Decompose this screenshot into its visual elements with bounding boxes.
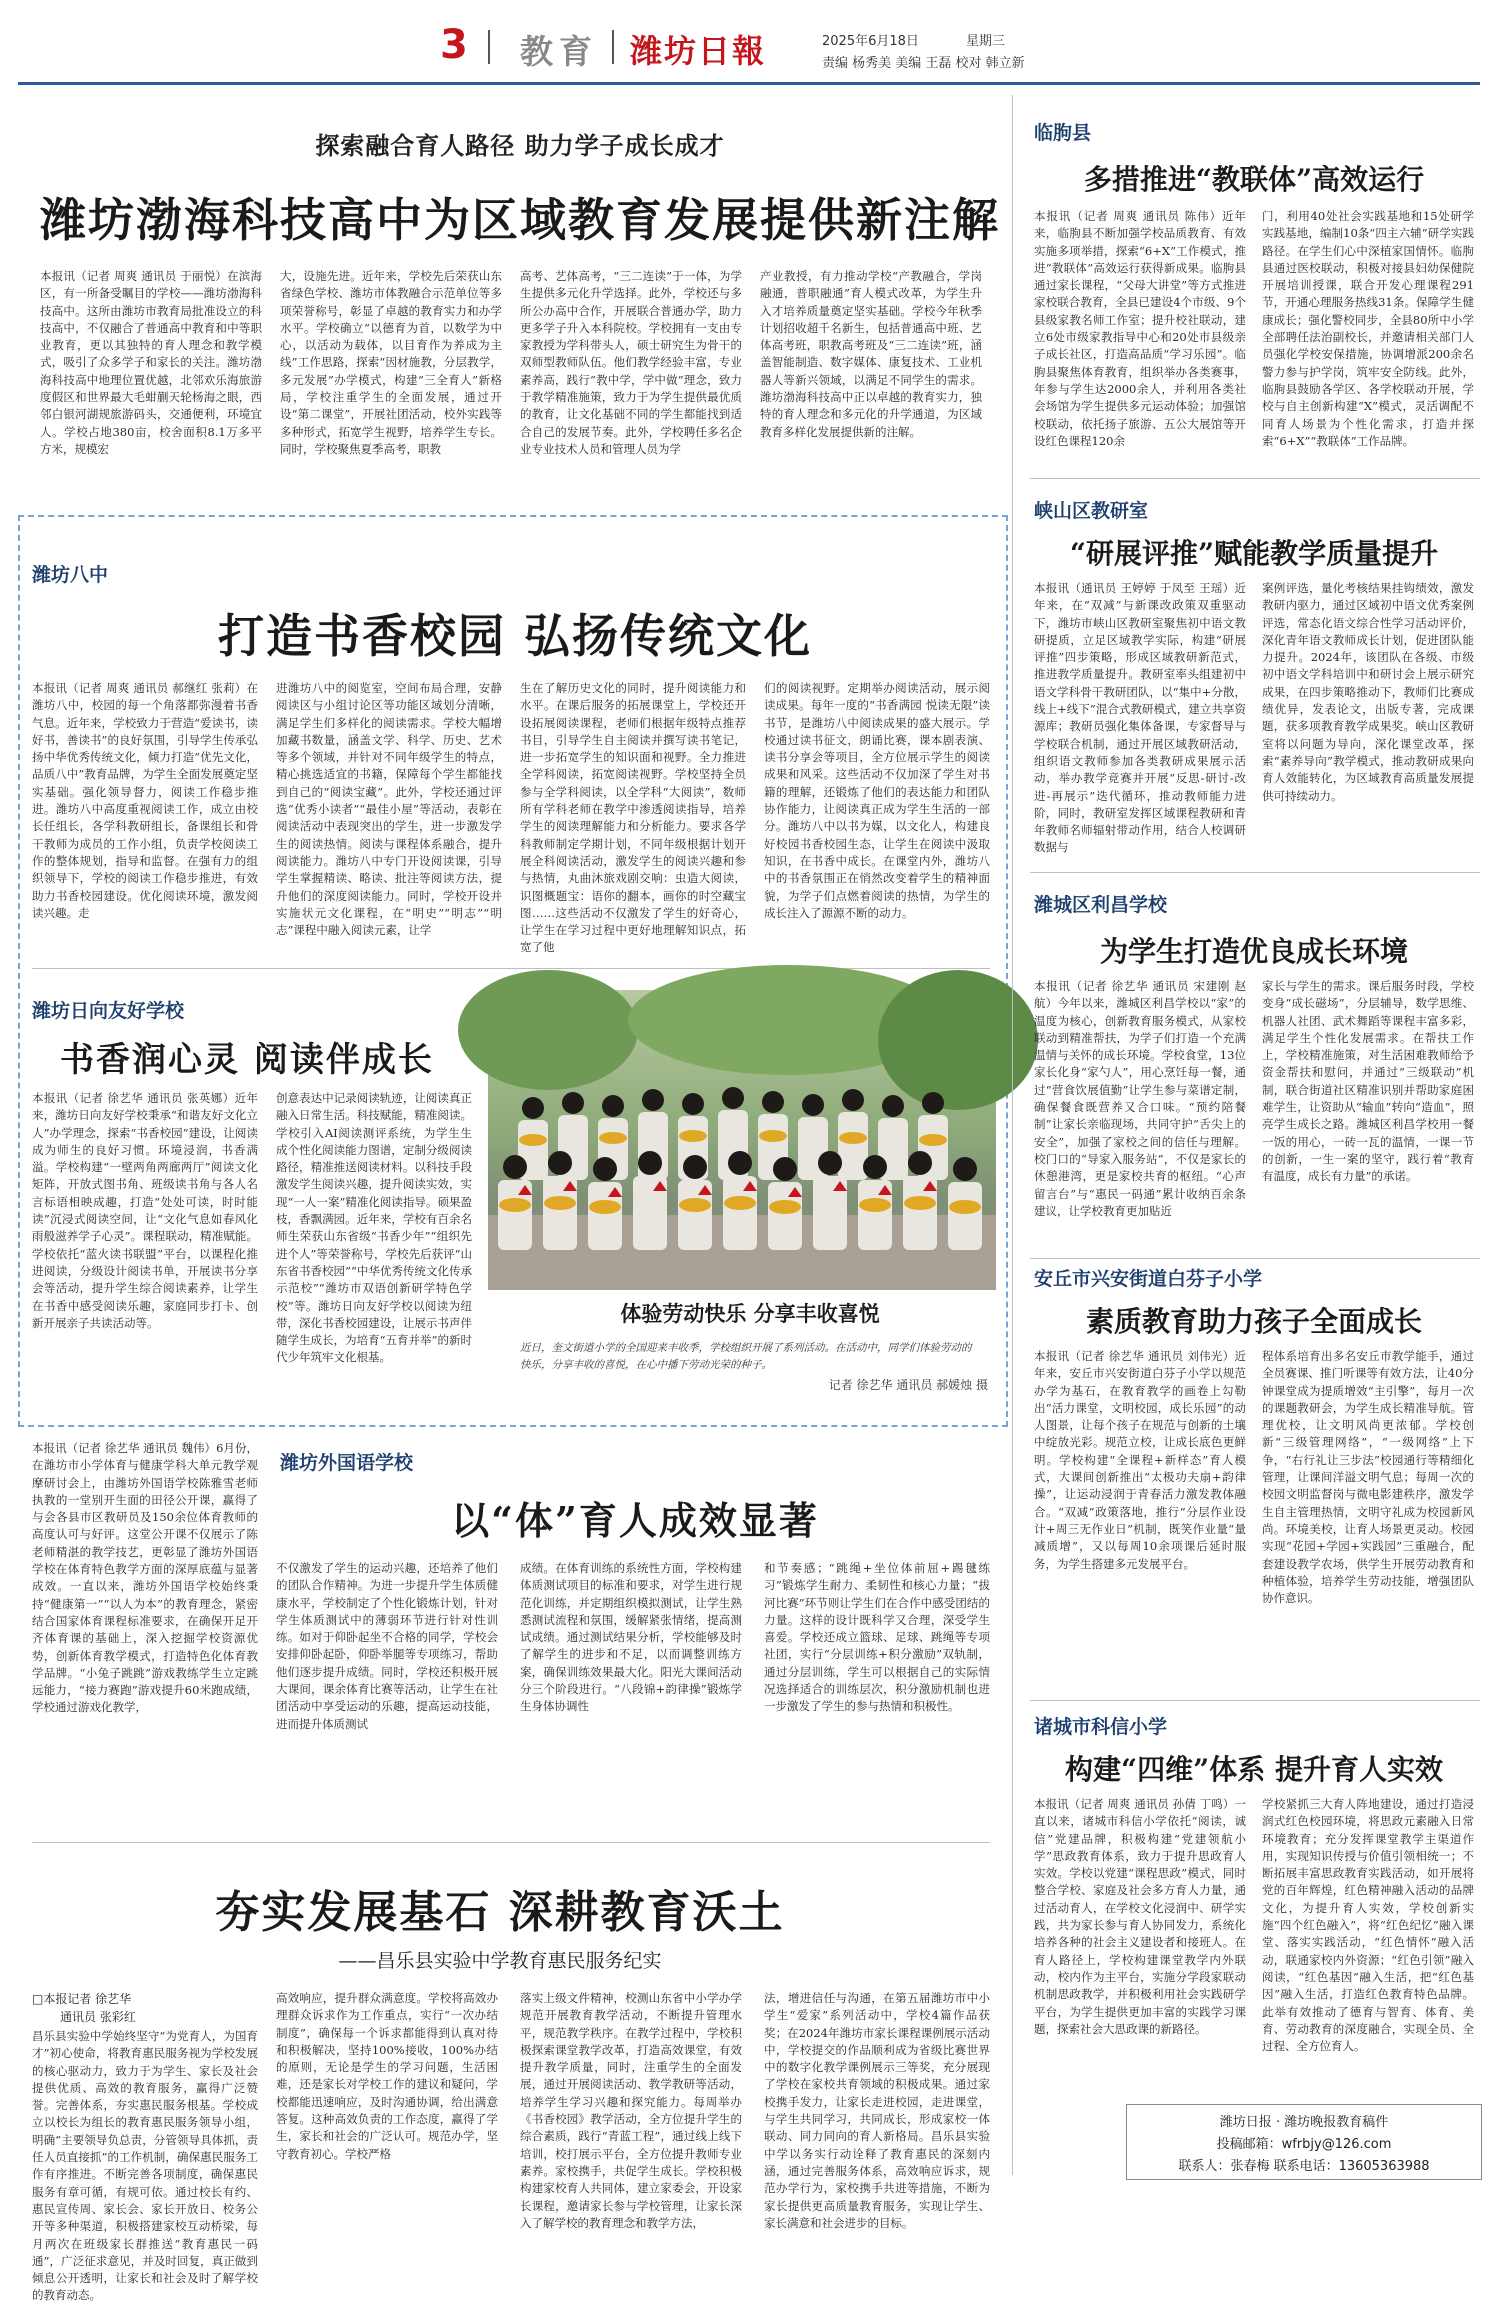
xiangyou-col-2: 创意表达中记录阅读轨迹，让阅读真正融入日常生活。科技赋能，精准阅读。学校引入AI阅读测评系统，为学生生成个性化阅读能力图谱，定制分级阅读路径，精准推送阅读材料。以科技手段激发学生阅读兴趣，提升阅读实效，实现“一人一案”精准化阅读指导。硕果盈枝，香飘满园。近年来，学校有百余名师生荣获山东省级“书香少年”“组织先进个人”等荣誉称号，学校先后获评“山东省书香校园”“中华优秀传统文化传承示范校”“潍坊市双语创新研学特色学校”等。潍坊日向友好学校以阅读为纽带，深化书香校园建设，让展示书声伴随学生成长，为培育“五育并举”的新时代少年筑牢文化根基。 bbox=[276, 1091, 472, 1365]
changle-byline-2: 通讯员 张彩红 bbox=[60, 2010, 136, 2024]
xiashan-kicker: 峡山区教研室 bbox=[1034, 500, 1149, 522]
linqu-col-1: 本报讯（记者 周爽 通讯员 陈伟）近年来，临朐县不断加强学校品质教育、有效实施多项举措，探索“6+X”工作模式，推进“教联体”高效运行获得新成果。临朐县通过家长课程，“父母大讲堂”等方式推进家校联合教育，全县已建设4个市级、9个县级家教名师工作室；提升校社联动，建立6处市级家教指导中心和20处市县级亲子成长社区，打造高品质“学习乐园”。临朐县聚焦体育教育，组织举办各类赛事，年参与学生达2000余人，并利用各类社会场馆为学生提供多元运动体验；加强馆校联动，依托扬子旅游、五公大展馆等开设红色课程120余 bbox=[1034, 209, 1246, 448]
waiyu-col-4: 和节奏感；“跳绳+坐位体前屈+踢毽练习”锻炼学生耐力、柔韧性和核心力量；“拔河比赛”环节则让学生们在合作中感受团结的力量。这样的设计既科学又合理，深受学生喜爱。学校还成立篮球、足球、跳绳等专项社团，实行“分层训练+积分激励”双轨制，通过分层训练，学生可以根据自己的实际情况选择适合的训练层次，积分激励机制也进一步激发了学生的参与热情和积极性。 bbox=[764, 1561, 990, 1714]
header-rule bbox=[18, 82, 1480, 85]
waiyu-col-3: 成绩。在体育训练的系统性方面，学校构建体质测试项目的标准和要求，对学生进行规范化训练，并定期组织模拟测试，让学生熟悉测试流程和氛围，缓解紧张情绪，提高测试成绩。通过测试结果分析，学校能够及时了解学生的进步和不足，以而调整训练方案，确保训练效果最大化。阳光大课间活动分三个阶段进行。“八段锦+韵律操”锻炼学生身体协调性 bbox=[520, 1561, 742, 1714]
contact-phone: 联系人：张春梅 联系电话：13605363988 bbox=[1178, 2159, 1430, 2174]
header-divider bbox=[612, 30, 614, 64]
fenzi-col-1: 本报讯（记者 徐艺华 通讯员 刘伟光）近年来，安丘市兴安街道白芬子小学以规范办学为基石，在教育教学的画卷上勾勒出“活力课堂，文明校园，成长乐园”的动人图景，让每个孩子在规范与创新的土壤中绽放光彩。规范立校，让成长底色更鲜明。学校构建“全课程+新样态”育人模式，大课间创新推出“太极功夫扇+韵律操”，让运动浸润于青春活力激发教体融合。“双减”政策落地，推行“分层作业设计+周三无作业日”机制，既笑作业量“量减质增”，又以每周10余项课后延时服务，为学生搭建多元发展平台。 bbox=[1034, 1349, 1246, 1571]
section-divider bbox=[32, 1842, 990, 1843]
masthead bbox=[0, 0, 1500, 80]
editor-credits: 责编 杨秀美 美编 王磊 校对 韩立新 bbox=[822, 56, 1025, 71]
lichang-kicker: 潍城区利昌学校 bbox=[1034, 894, 1168, 916]
lead-col-2: 大，设施先进。近年来，学校先后荣获山东省绿色学校、潍坊市体教融合示范单位等多项荣誉称号，彰显了卓越的教育实力和办学水平。学校确立“以德育为首，以数学为中心，以活动为载体，以目育作为养成为主线”工作思路，探索“因材施教，分层教学，多元发展”办学模式，构建“三全育人”新格局，学校注重学生的全面发展，通过开设“第二课堂”，开展社团活动，校外实践等多种形式，拓宽学生视野，培养学生专长。同时，学校聚焦夏季高考，职教 bbox=[280, 269, 502, 456]
linqu-headline: 多措推进“教联体”高效运行 bbox=[1083, 163, 1425, 196]
photo-title: 体验劳动快乐 分享丰收喜悦 bbox=[620, 1301, 880, 1326]
xiashan-col-1: 本报讯（通讯员 王婷婷 于凤至 王瑶）近年来，在“双减”与新课改政策双重驱动下，潍坊市峡山区教研室聚焦初中语文教研提质，立足区域教学实际，构建“研展评推”四步策略，形成区域教研新范式，推进教学质量提升。教研室率头组建初中语文学科骨干教研团队，以“集中+分散，线上+线下”混合式教研模式，建立共享资源库；教研员强化集体备课，专家督导与学校联合机制，通过开展区域教研活动，组织语文教师参加各类教研成果展示活动，举办教学竞赛并开展“反思-研讨-改进-再展示”迭代循环，推动教师能力进阶，同时，教研室发挥区域课程教研和青年教师名师辐射带动作用，结合人校调研数据与 bbox=[1034, 581, 1246, 855]
column-divider bbox=[1012, 95, 1013, 2175]
changle-col-4: 法，增进信任与沟通，在第五届潍坊市中小学生“爱家”系列活动中，学校4篇作品获奖；在2024年潍坊市家长课程课例展示活动中，学校提交的作品顺利成为省级比赛世界中的数字化教学课例展示三等奖，充分展现了学校在家校共育领域的积极成果。通过家校携手发力，让家长走进校园，走进课堂，与学生共同学习，共同成长，形成家校一体联动、同力同向的育人新格局。昌乐县实验中学以务实行动诠释了教育惠民的深刻内涵，通过完善服务体系，高效响应诉求，规范办学行为，家校携手共进等措施，不断为家长提供更高质量教育服务，实现让学生、家长满意和社会进步的目标。 bbox=[764, 1991, 990, 2230]
section-divider bbox=[1030, 478, 1480, 479]
harvest-photo-scene bbox=[488, 990, 996, 1290]
issue-date: 2025年6月18日 bbox=[822, 34, 919, 49]
waiyu-col-2: 不仅激发了学生的运动兴趣，还培养了他们的团队合作精神。为进一步提升学生体质健康水平，学校制定了个性化锻炼计划，针对学生体质测试中的薄弱环节进行针对性训练。如对于仰卧起坐不合格的同学，学校会安排仰卧起卧，仰卧举腿等专项练习，帮助他们逐步提升成绩。同时，学校还积极开展大课间，课余体育比赛等活动，让学生在社团活动中享受运动的乐趣，提高运动技能，进而提升体质测试 bbox=[276, 1561, 498, 1731]
page-number: 3 bbox=[440, 22, 468, 68]
xiangyou-col-1: 本报讯（记者 徐艺华 通讯员 张英娜）近年来，潍坊日向友好学校秉承“和谐友好文化立人”办学理念，探索“书香校园”建设，让阅读成为师生的良好习惯。环境浸润，书香满溢。学校构建“一壁两角两廊两厅”阅读文化矩阵，开放式图书角、班级读书角与各人名言标语相映成趣，打造“处处可读，时时能读”沉浸式阅读空间，让“文化气息如春风化雨般滋养学子心灵”。课程联动，精准赋能。学校依托“蓝火读书联盟”平台，以课程化推进阅读，分级设计阅读书单，开展读书分享会等活动，提升学生综合阅读素养，让学生在书香中感受阅读乐趣，家庭同步打卡、创新开展亲子共读活动等。 bbox=[32, 1091, 258, 1330]
contact-box bbox=[1126, 2104, 1482, 2180]
lead-col-4: 产业教授，有力推动学校“产教融合，学岗融通，普职融通”育人模式改革，为学生升入才培养质量奠定坚实基础。学校今年秋季计划招收超千名新生，包括普通高中班、艺体高考班，职教高考班及“三二连读”班，涵盖智能制造、数字媒体、康复技术、工业机器人等新兴领域，以满足不同学生的需求。潍坊渤海科技高中正以卓越的教育实力，独特的育人理念和多元化的升学通道，为区域教育多样化发展提供新的注解。 bbox=[760, 269, 982, 439]
xiangxiang-col-2: 进潍坊八中的阅览室，空间布局合理，安静阅读区与小组讨论区等功能区域划分清晰，满足学生们多样化的阅读需求。学校大幅增加藏书数量，涵盖文学、科学、历史、艺术等多个领域，并针对不同年级学生的特点，精心挑选适宜的书籍，保障每个学生都能找到自己的“阅读宝藏”。此外，学校还通过评选“优秀小读者”“最佳小屋”等活动，表彰在阅读活动中表现突出的学生，进一步激发学生的阅读热情。阅读与课程体系融合，提升阅读能力。潍坊八中专门开设阅读课，引导学生掌握精读、略读、批注等阅读方法，提升他们的深度阅读能力。同时，学校开设并实施状元文化课程，在“明史”“明志”“明志”课程中融入阅读元素，让学 bbox=[276, 681, 502, 938]
lead-col-1: 本报讯（记者 周爽 通讯员 于丽悦）在滨海区，有一所备受瞩目的学校——潍坊渤海科技高中。这所由潍坊市教育局批准设立的科技高中，不仅融合了普通高中教育和中等职业教育，更以其独特的育人理念和教学模式，吸引了众多学子和家长的关注。潍坊渤海科技高中地理位置优越，北邻欢乐海旅游度假区和世界最大毛蚶蒯天轮杨海之眼，西邻白银河湖规旅游码头，交通便利，环境宜人。学校占地380亩，校舍面积8.1万多平方米，规模宏 bbox=[40, 269, 262, 456]
changle-col-3: 落实上级文件精神，校测山东省中小学办学规范开展教育教学活动，不断提升管理水平，规范教学秩序。在教学过程中，学校积极探索课堂教学改革，打造高效课堂，有效提升教学质量，同时，注重学生的全面发展，通过开展阅读活动、教学教研等活动，培养学生学习兴趣和探究能力。每周举办《书香校园》教学活动，全方位提升学生的综合素质，践行“青蓝工程”，通过线上线下培训，校打展示平台，全方位提升教师专业素养。家校携手，共促学生成长。学校积极构建家校育人共同体，建立家委会，开设家长课程，邀请家长参与学校管理，让家长深入了解学校的教育理念和教学方法， bbox=[520, 1991, 742, 2230]
xiangxiang-headline: 打造书香校园 弘扬传统文化 bbox=[217, 609, 812, 663]
lichang-col-2: 家长与学生的需求。课后服务时段，学校变身“成长磁场”，分层辅导，数学思维、机器人社团、武术舞蹈等课程丰富多彩，满足学生个性化发展需求。在帮扶工作上，学校精准施策，对生活困难教师给予资金帮扶和慰问，并通过“三级联动”机制，联合街道社区精准识别并帮助家庭困难学生，让资助从“输血”转向“造血”，照亮学生成长之路。潍城区利昌学校用一餐一饭的用心，一砖一瓦的温情，一课一节的创新，一生一案的坚守，践行着“教育有温度，成长有力量”的承诺。 bbox=[1262, 979, 1474, 1184]
linqu-kicker: 临朐县 bbox=[1034, 122, 1092, 144]
xiangxiang-col-1: 本报讯（记者 周爽 通讯员 郝继红 张莉）在潍坊八中，校园的每一个角落都弥漫着书香气息。近年来，学校致力于营造“爱读书，读好书，善读书”的良好氛围，引导学生传承弘扬中华优秀传统文化，倾力打造“优先文化，品质八中”教育品牌，为学生全面发展奠定坚实基础。强化领导督力，阅读工作稳步推进。潍坊八中高度重视阅读工作，成立由校长任组长，各学科教研组长，备课组长和骨干教师为成员的工作小组，负责学校阅读工作的整体规划，指导和监督。在强有力的组织领导下，学校的阅读工作稳步推进，有效助力书香校园建设。优化阅读环境，激发阅读兴趣。走 bbox=[32, 681, 258, 920]
contact-email: 投稿邮箱：wfrbjy@126.com bbox=[1216, 2137, 1392, 2152]
xiashan-col-2: 案例评选，量化考核结果挂钩绩效，激发教研内驱力，通过区域初中语文优秀案例评选，常态化语文综合性学习活动评价，深化青年语文教师成长计划，促进团队能力提升。2024年，该团队在各级、市级初中语文学科培训中和研讨会上展示研究成果，在四步策略推动下，教师们比赛成绩优异，发表论文，出版专著，完成课题，获多项教育教学成果奖。峡山区教研室将以问题为导向，深化课堂改革，探索“素养导向”教学模式，推动教研成果向育人效能转化，为区域教育高质量发展提供可持续动力。 bbox=[1262, 581, 1474, 803]
section-name: 教育 bbox=[520, 32, 598, 71]
section-divider bbox=[1030, 1258, 1480, 1259]
lead-headline: 潍坊渤海科技高中为区域教育发展提供新注解 bbox=[40, 193, 1000, 247]
newspaper-logo: 潍坊日報 bbox=[630, 32, 767, 70]
changle-subtitle: ——昌乐县实验中学教育惠民服务纪实 bbox=[338, 1950, 662, 1972]
section-divider bbox=[1030, 1700, 1480, 1701]
lichang-col-1: 本报讯（记者 徐艺华 通讯员 宋建刚 赵航）今年以来，潍城区利昌学校以“家”的温度为核心，创新教育服务模式，从家校联动到精准帮扶，为学子们打造一个充满温情与关怀的成长环境。学校食堂，13位家长化身“家勺人”，用心烹饪每一餐，通过“营食饮展值勤”让学生参与菜谱定制，确保餐食既营养又合口味。“预约陪餐制”让家长亲临现场，共同守护“舌尖上的安全”，加强了家校之间的信任与理解。校门口的“导家入服务站”，不仅是家长的休憩港湾，更是家校共育的枢纽。“心声留言台”与“惠民一码通”累计收纳百余条建议，让学校教育更加贴近 bbox=[1034, 979, 1246, 1218]
kexin-col-2: 学校紧抓三大育人阵地建设，通过打造浸润式红色校园环境，将思政元素融入日常环境教育；充分发挥课堂教学主渠道作用，实现知识传授与价值引领相统一；不断拓展丰富思政教育实践活动，如开展将党的百年辉煌，红色精神融入活动的品牌文化，为提升育人实效，学校创新实施“四个红色融入”，将“红色纪忆”融入课堂、落实实践活动，“红色情怀”融入活动，联通家校内外资源；“红色引领”融入阅读，“红色基因”融入生活，把“红色基因”融入生活，打造红色教育特色品牌。此举有效推动了德育与智育、体育、美育、劳动教育的深度融合，实现全员、全过程、全方位育人。 bbox=[1262, 1797, 1474, 2054]
contact-title: 潍坊日报 · 潍坊晚报教育稿件 bbox=[1219, 2115, 1389, 2130]
waiyu-kicker: 潍坊外国语学校 bbox=[280, 1452, 414, 1474]
linqu-col-2: 门，利用40处社会实践基地和15处研学实践基地，编制10条“四主六辅”研学实践路径。在学生们心中深植家国情怀。临朐县通过医校联动，积极对接县妇幼保健院开展培训授课，联合开发心理课程291节，开通心理服务热线31条。保障学生健康成长；强化警校同步，全县80所中小学全部聘任法治副校长，并邀请相关部门人员强化学校安保措施，协调增派200余名警力参与护学岗，筑牢安全防线。此外，临朐县鼓励各学区、各学校联动开展，学校与自主创新构建“X”模式，灵活调配不同育人场景为个性化需求，打造并探索“6+X”“教联体”工作品牌。 bbox=[1262, 209, 1474, 448]
xiangxiang-col-4: 们的阅读视野。定期举办阅读活动，展示阅读成果。每年一度的“书香满园 悦读无限”读书节，是潍坊八中阅读成果的盛大展示。学校通过读书征文，朗诵比赛，课本剧表演、读书分享会等项目，全方位展示学生的阅读成果和风采。这些活动不仅加深了学生对书籍的理解，还锻炼了他们的表达能力和团队协作能力，让阅读真正成为学生生活的一部分。潍坊八中以书为媒，以文化人，构建良好校园书香校园生态，让学生在阅读中汲取知识，在书香中成长。在课堂内外，潍坊八中的书香氛围正在悄然改变着学生的精神面貌，为学子们点燃着阅读的热情，为学生的成长注入了源源不断的动力。 bbox=[764, 681, 990, 920]
kexin-headline: 构建“四维”体系 提升育人实效 bbox=[1065, 1753, 1443, 1786]
kexin-col-1: 本报讯（记者 周爽 通讯员 孙倩 丁鸣）一直以来，诸城市科信小学依托“阅读，诚信”党建品牌，积极构建“党建领航小学”思政教育体系，致力于提升思政育人实效。学校以党建“课程思政”模式，同时整合学校、家庭及社会多方育人力量，通过活动育人，在学校文化浸润中、研学实践，共为家长参与育人协同发力，系统化培养各种的社会主义建设者和接班人。在育人路径上，学校构建课堂教学内外联动，校内作为主平台，实施分学段家联动机制思政教学，并积极利用社会实践研学平台，为学生提供更加丰富的实践学习课题，探索社会大思政课的新路径。 bbox=[1034, 1797, 1246, 2036]
lead-kicker: 探索融合育人路径 助力学子成长成才 bbox=[315, 131, 725, 160]
lead-col-3: 高考、艺体高考，“三二连读”于一体，为学生提供多元化升学选择。此外，学校还与多所公办高中合作，开展联合普通办学，助力更多学子升入本科院校。学校拥有一支由专家教授为学科带头人，硕士研究生为骨干的双师型教师队伍。他们教学经验丰富，专业素养高，践行“教中学，学中做”理念，致力于教学精准施策，致力于为学生提供最优质的教育，让文化基础不同的学生都能找到适合自己的发展节奏。此外，学校聘任多名企业专业技术人员和管理人员为学 bbox=[520, 269, 742, 456]
xiangxiang-col-3: 生在了解历史文化的同时，提升阅读能力和水平。在课后服务的拓展课堂上，学校还开设拓展阅读课程，老师们根据年级特点推荐书目，引导学生自主阅读并撰写读书笔记，进一步拓宽学生的知识面和视野。全力推进全学科阅读，拓宽阅读视野。学校坚持全员参与全学科阅读，以全学科“大阅读”，数师所有学科老师在教学中渗透阅读指导，培养学生的阅读理解能力和分析能力。要求各学科教师制定学期计划，不同年级根据计划开展全科阅读活动，激发学生的阅读兴趣和参与热情，丸曲沐旅戏剧交响：虫造大阅读，识图概题宝：语你的翻本，画你的时空藏宝图……这些活动不仅激发了学生的好奇心，让学生在学习过程中更好地理解知识点，拓宽了他 bbox=[520, 681, 746, 955]
waiyu-headline: 以“体”育人成效显著 bbox=[451, 1498, 819, 1543]
kexin-kicker: 诸城市科信小学 bbox=[1034, 1716, 1168, 1738]
xiangxiang-kicker: 潍坊八中 bbox=[32, 564, 109, 586]
issue-weekday: 星期三 bbox=[966, 34, 1006, 49]
changle-col-1: 昌乐县实验中学始终坚守“为党育人，为国育才”初心使命，将教育惠民服务视为学校发展的核心驱动力，致力于为学生、家长及社会提供优质、高效的教育服务，赢得广泛赞誉。完善体系，夯实惠民服务根基。学校成立以校长为组长的教育惠民服务领导小组，明确“主要领导负总责，分管领导具体抓，责任人员直接抓”的工作机制，确保惠民服务工作有序推进。不断完善各项制度，确保惠民服务有章可循，有规可依。通过校长有约、惠民宣传周、家长会、家长开放日、校务公开等多种渠道，积极搭建家校互动桥梁，每月两次在班级家长群推送“教育惠民一码通”，广泛征求意见，并及时回复，真正做到倾息公开透明，让家长和社会及时了解学校的教育动态。 bbox=[32, 2029, 258, 2303]
xiangyou-headline: 书香润心灵 阅读伴成长 bbox=[60, 1040, 434, 1080]
harvest-photo bbox=[488, 990, 996, 1290]
xiashan-headline: “研展评推”赋能教学质量提升 bbox=[1069, 537, 1439, 570]
lichang-headline: 为学生打造优良成长环境 bbox=[1099, 935, 1408, 968]
changle-headline: 夯实发展基石 深耕教育沃土 bbox=[215, 1887, 785, 1938]
fenzi-headline: 素质教育助力孩子全面成长 bbox=[1085, 1305, 1422, 1338]
fenzi-col-2: 程体系培育出多名安丘市教学能手，通过全员赛课、推门听课等有效方法，让40分钟课堂成为提质增效“主引擎”，每月一次的课题教研会，为学生成长精准导航。管理优校，让文明风尚更浓郁。学校创新“三级管理网络”，“一级网络”上下争，“右行礼让三步法”校园通行等精细化管理，让课间洋溢文明气息；每周一次的校园文明监督岗与微电影建秩序，激发学生自主管理热情，文明守礼成为校园新风尚。环境美校，让育人场景更灵动。校园实现“花园+学园+实践园”三重融合，配套建设教学农场，供学生开展劳动教育和种植体验，培养学生劳动技能，增强团队协作意识。 bbox=[1262, 1349, 1474, 1606]
photo-credit: 记者 徐艺华 通讯员 郝媛烛 摄 bbox=[828, 1378, 988, 1392]
photo-caption: 近日，奎文街道小学的全国迎来丰收季，学校组织开展了系列活动。在活动中，同学们体验劳动的快乐，分享丰收的喜悦，在心中播下劳动光荣的种子。 bbox=[520, 1342, 972, 1371]
fenzi-kicker: 安丘市兴安街道白芬子小学 bbox=[1034, 1268, 1263, 1290]
header-divider bbox=[488, 30, 490, 64]
waiyu-col-1: 本报讯（记者 徐艺华 通讯员 魏伟）6月份，在潍坊市小学体育与健康学科大单元教学观摩研讨会上，由潍坊外国语学校陈雅雪老师执教的一堂别开生面的田径公开课，赢得了与会各县市区教研员及150余位体育教师的高度认可与好评。这堂公开课不仅展示了陈老师精湛的教学技艺，更彰显了潍坊外国语学校在体育特色教学方面的深厚底蕴与显著成效。一直以来，潍坊外国语学校始终秉持“健康第一”“以人为本”的教育理念，紧密结合国家体育课程标准要求，在确保开足开齐体育课的基础上，深入挖掘学校资源优势，创新体育教学模式，打造特色化体育教学品牌。“小兔子跳跳”游戏教练学生立定跳远能力，“接力赛跑”游戏提升60米跑成绩，学校通过游戏化教学， bbox=[32, 1441, 258, 1715]
changle-col-2: 高效响应，提升群众满意度。学校将高效办理群众诉求作为工作重点，实行“一次办结制度”，确保每一个诉求都能得到认真对待和积极解决，坚持100%接收，100%办结的原则，无论是学生的学习问题，生活困难，还是家长对学校工作的建议和疑问，学校都能迅速响应，及时沟通协调，给出满意答复。这种高效负责的工作态度，赢得了学生，家长和社会的广泛认可。规范办学，坚守教育初心。学校严格 bbox=[276, 1991, 498, 2161]
changle-byline: □本报记者 徐艺华 bbox=[32, 1992, 132, 2006]
lead-article bbox=[40, 100, 1000, 500]
section-divider bbox=[1030, 872, 1480, 873]
xiangyou-kicker: 潍坊日向友好学校 bbox=[32, 1000, 185, 1022]
